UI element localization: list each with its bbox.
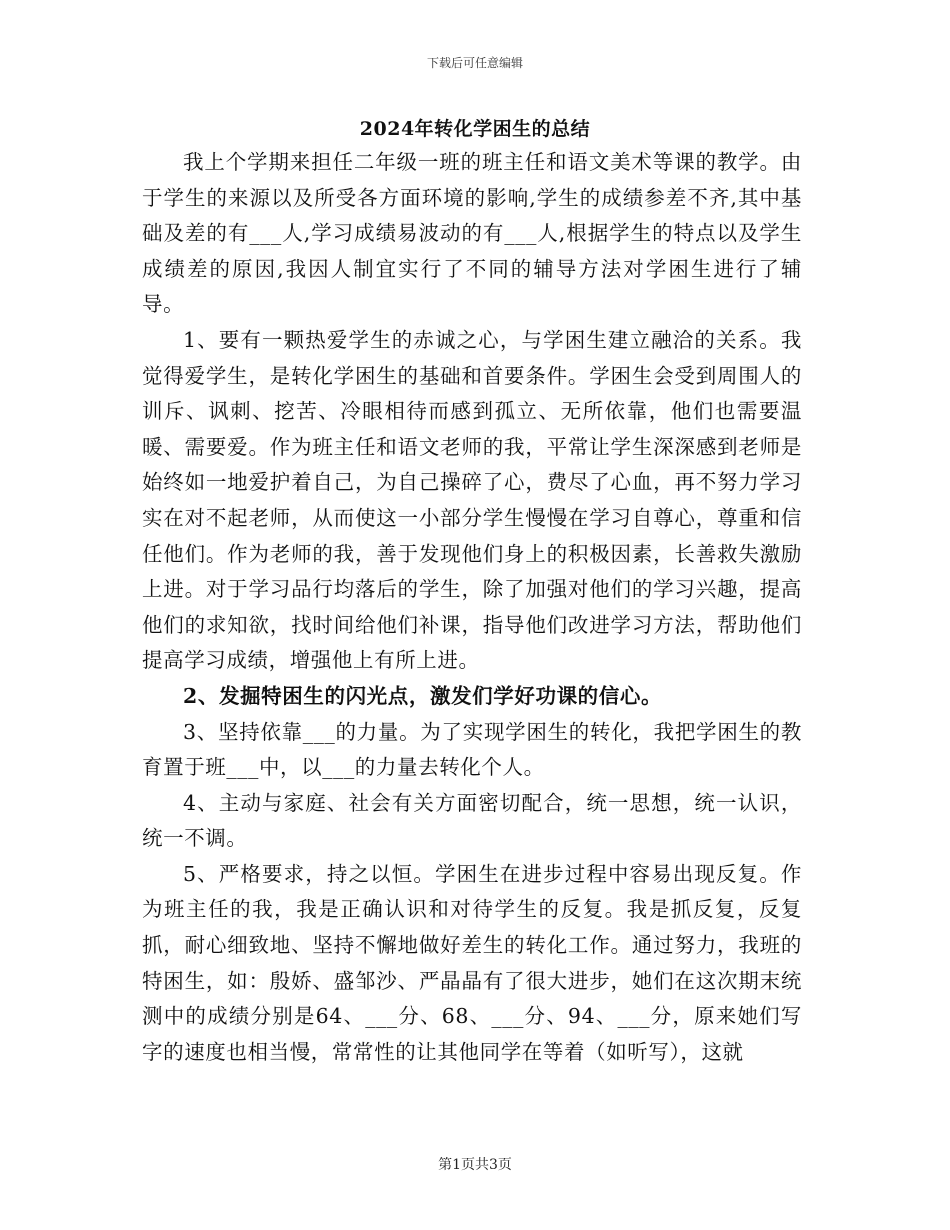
header-note: 下载后可任意编辑 bbox=[426, 56, 523, 70]
document-body bbox=[142, 145, 802, 1070]
paragraph-point-4: 4、主动与家庭、社会有关方面密切配合，统一思想，统一认识，统一不调。 bbox=[142, 790, 802, 851]
paragraph-point-3: 3、坚持依靠___的力量。为了实现学困生的转化，我把学困生的教育置于班___中，以___的力量去转化个人。 bbox=[142, 719, 802, 780]
page-number-footer: 第1页共3页 bbox=[438, 1157, 512, 1173]
paragraph-point-5: 5、严格要求，持之以恒。学困生在进步过程中容易出现反复。作为班主任的我，我是正确认识和对待学生的反复。我是抓反复，反复抓，耐心细致地、坚持不懈地做好差生的转化工作。通过努力，我班的特困生，如：殷娇、盛邹沙、严晶晶有了很大进步，她们在这次期末统测中的成绩分别是64、___分、68、___分、94、___分，原来她们写字的速度也相当慢，常常性的让其他同学在等着（如听写），这就 bbox=[142, 861, 802, 1064]
paragraph-point-2: 2、发掘特困生的闪光点，激发们学好功课的信心。 bbox=[183, 683, 663, 708]
paragraph-point-1: 1、要有一颗热爱学生的赤诚之心，与学困生建立融洽的关系。我觉得爱学生，是转化学困生的基础和首要条件。学困生会受到周围人的训斥、讽刺、挖苦、冷眼相待而感到孤立、无所依靠，他们也需要温暖、需要爱。作为班主任和语文老师的我，平常让学生深深感到老师是始终如一地爱护着自己，为自己操碎了心，费尽了心血，再不努力学习实在对不起老师，从而使这一小部分学生慢慢在学习自尊心，尊重和信任他们。作为老师的我，善于发现他们身上的积极因素，长善救失激励上进。对于学习品行均落后的学生，除了加强对他们的学习兴趣，提高他们的求知欲，找时间给他们补课，指导他们改进学习方法，帮助他们提高学习成绩，增强他上有所上进。 bbox=[142, 327, 802, 673]
document-title: 2024年转化学困生的总结 bbox=[359, 118, 591, 140]
paragraph-intro: 我上个学期来担任二年级一班的班主任和语文美术等课的教学。由于学生的来源以及所受各方面环境的影响,学生的成绩参差不齐,其中基础及差的有___人,学习成绩易波动的有___人,根据学生的特点以及学生成绩差的原因,我因人制宜实行了不同的辅导方法对学困生进行了辅导。 bbox=[142, 150, 802, 317]
